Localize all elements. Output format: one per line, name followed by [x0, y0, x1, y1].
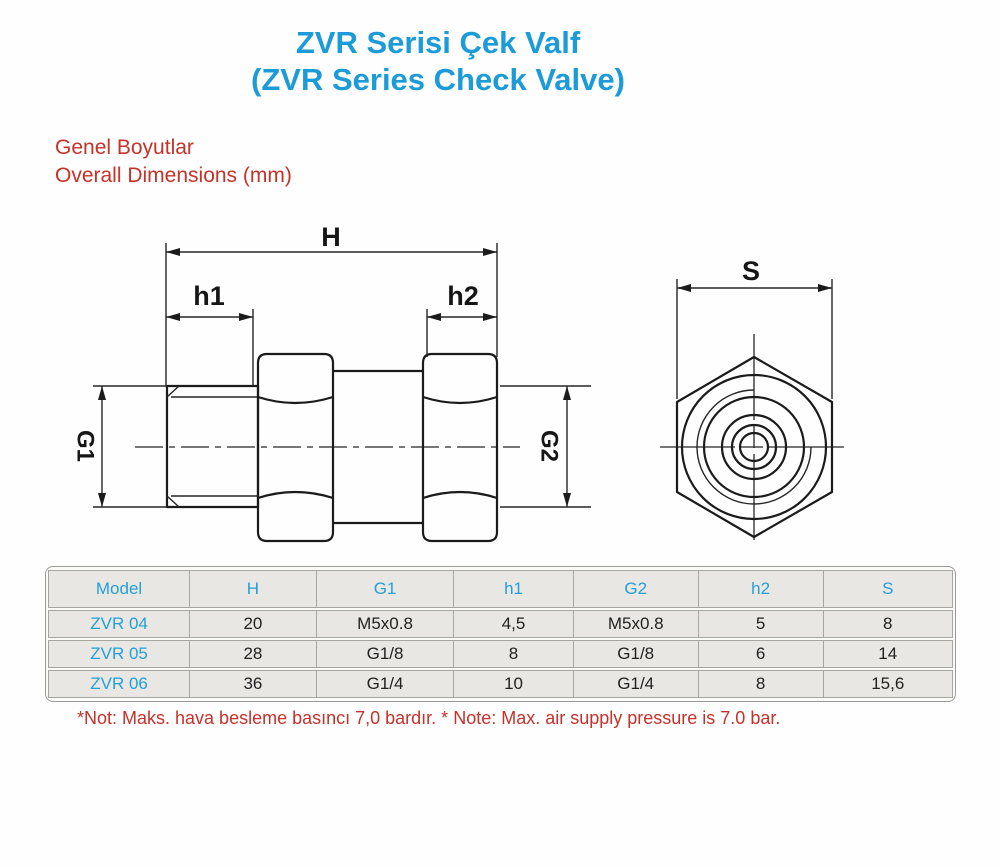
page-title-line2: (ZVR Series Check Valve) — [251, 62, 625, 97]
cell-value: 6 — [699, 640, 824, 668]
cell-model: ZVR 04 — [48, 610, 190, 638]
dim-label-G1: G1 — [71, 429, 99, 463]
technical-drawing — [0, 220, 1000, 566]
section-heading-line1: Genel Boyutlar — [55, 136, 194, 159]
col-header-g2: G2 — [574, 570, 699, 608]
cell-value: 8 — [699, 670, 824, 698]
dim-label-S: S — [741, 256, 761, 286]
table-row — [48, 610, 953, 638]
section-heading-line2: Overall Dimensions (mm) — [55, 164, 292, 187]
col-header-h2: h2 — [699, 570, 824, 608]
footnote: *Not: Maks. hava besleme basıncı 7,0 bardır. * Note: Max. air supply pressure is 7.0 bar. — [77, 708, 781, 728]
cell-value: G1/8 — [574, 640, 699, 668]
col-header-model: Model — [48, 570, 190, 608]
cell-value: G1/8 — [317, 640, 455, 668]
cell-value: 14 — [824, 640, 953, 668]
dimensions-table-wrap — [45, 566, 956, 702]
table-header-row — [48, 570, 953, 608]
dimension-h1 — [166, 281, 253, 386]
cell-value: 8 — [454, 640, 573, 668]
cell-value: 15,6 — [824, 670, 953, 698]
cell-value: M5x0.8 — [317, 610, 455, 638]
cell-value: 5 — [699, 610, 824, 638]
cell-value: 36 — [190, 670, 317, 698]
end-view — [660, 256, 848, 546]
dimensions-table — [48, 568, 953, 700]
section-heading — [55, 134, 292, 190]
col-header-h1: h1 — [454, 570, 573, 608]
page-title-line1: ZVR Serisi Çek Valf — [295, 25, 581, 60]
col-header-g1: G1 — [317, 570, 455, 608]
col-header-s: S — [824, 570, 953, 608]
cell-value: 20 — [190, 610, 317, 638]
col-header-h: H — [190, 570, 317, 608]
dim-label-h2: h2 — [447, 281, 479, 311]
cell-model: ZVR 05 — [48, 640, 190, 668]
cell-value: G1/4 — [574, 670, 699, 698]
cell-model: ZVR 06 — [48, 670, 190, 698]
cell-value: 8 — [824, 610, 953, 638]
cell-value: 4,5 — [454, 610, 573, 638]
cell-value: 10 — [454, 670, 573, 698]
dim-label-G2: G2 — [535, 429, 563, 463]
cell-value: 28 — [190, 640, 317, 668]
side-view — [72, 222, 592, 541]
dimension-h2 — [427, 281, 497, 357]
cell-value: G1/4 — [317, 670, 455, 698]
table-row — [48, 640, 953, 668]
dim-label-H: H — [321, 222, 341, 252]
table-row — [48, 670, 953, 698]
page-title — [0, 24, 876, 98]
cell-value: M5x0.8 — [574, 610, 699, 638]
dim-label-h1: h1 — [193, 281, 225, 311]
